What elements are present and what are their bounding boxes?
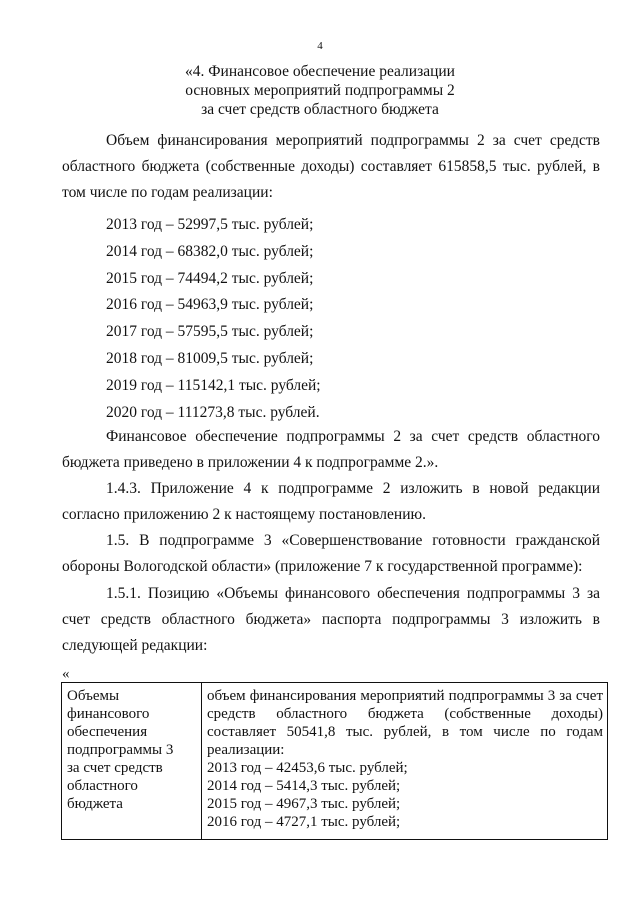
cell-year-item: 2016 год – 4727,1 тыс. рублей; [207,814,401,830]
year-item: 2020 год – 111273,8 тыс. рублей. [106,403,320,421]
table-cell-value [202,683,608,840]
table-row [62,683,608,840]
intro-paragraph-text: Объем финансирования мероприятий подпрограммы 2 за счет средств областного бюджета (собственные доходы) составляет 615858,5 тыс. рублей, в том числе по годам реализации: [62,132,600,201]
intro-paragraph [62,128,600,206]
cell-year-item: 2015 год – 4967,3 тыс. рублей; [207,796,401,812]
year-item: 2013 год – 52997,5 тыс. рублей; [106,216,314,233]
clause-1-4-3 [62,476,600,528]
heading-line: за счет средств областного бюджета [201,101,439,118]
heading-line: «4. Финансовое обеспечение реализации [185,63,455,80]
cell-label-line: финансового [67,706,150,722]
year-item: 2017 год – 57595,5 тыс. рублей; [106,323,314,341]
opening-quote: « [62,666,70,682]
heading-line: основных мероприятий подпрограммы 2 [185,82,455,99]
cell-label-line: Объемы [67,688,120,704]
cell-label-line: за счет средств [67,760,163,776]
financing-paragraph-text: Финансовое обеспечение подпрограммы 2 за счет средств областного бюджета приведено в приложении 4 к подпрограмме 2.». [62,428,600,471]
cell-value-text: объем финансирования мероприятий подпрограммы 3 за счет средств областного бюджета (собственные доходы) составляет 50541,8 тыс. рублей, в том числе по годам реализации: [207,688,603,758]
cell-label-line: бюджета [67,796,123,812]
year-item: 2018 год – 81009,5 тыс. рублей; [106,349,314,367]
section-heading [0,62,640,119]
clause-1-5-text: 1.5. В подпрограмме 3 «Совершенствование готовности гражданской обороны Вологодской области» (приложение 7 к государственной программе): [62,532,600,575]
cell-label-line: областного [67,778,138,794]
clause-1-4-3-text: 1.4.3. Приложение 4 к подпрограмме 2 изложить в новой редакции согласно приложению 2 к настоящему постановлению. [62,480,600,523]
year-item: 2016 год – 54963,9 тыс. рублей; [106,296,314,314]
year-item: 2014 год – 68382,0 тыс. рублей; [106,242,314,260]
clause-1-5-1-text: 1.5.1. Позицию «Объемы финансового обеспечения подпрограммы 3 за счет средств областного бюджета» паспорта подпрограммы 3 изложить в следующей редакции: [62,585,600,654]
financing-paragraph [62,424,600,476]
cell-year-item: 2013 год – 42453,6 тыс. рублей; [207,760,408,776]
year-item: 2015 год – 74494,2 тыс. рублей; [106,269,314,287]
cell-year-item: 2014 год – 5414,3 тыс. рублей; [207,778,401,794]
cell-label-line: обеспечения [67,724,148,740]
clause-1-5-1 [62,581,600,659]
clause-1-5 [62,528,600,580]
table-cell-label [62,683,202,840]
page-number: 4 [317,40,323,52]
year-item: 2019 год – 115142,1 тыс. рублей; [106,376,321,394]
cell-label-line: подпрограммы 3 [67,742,174,758]
year-list [106,212,321,426]
passport-table [61,682,608,840]
